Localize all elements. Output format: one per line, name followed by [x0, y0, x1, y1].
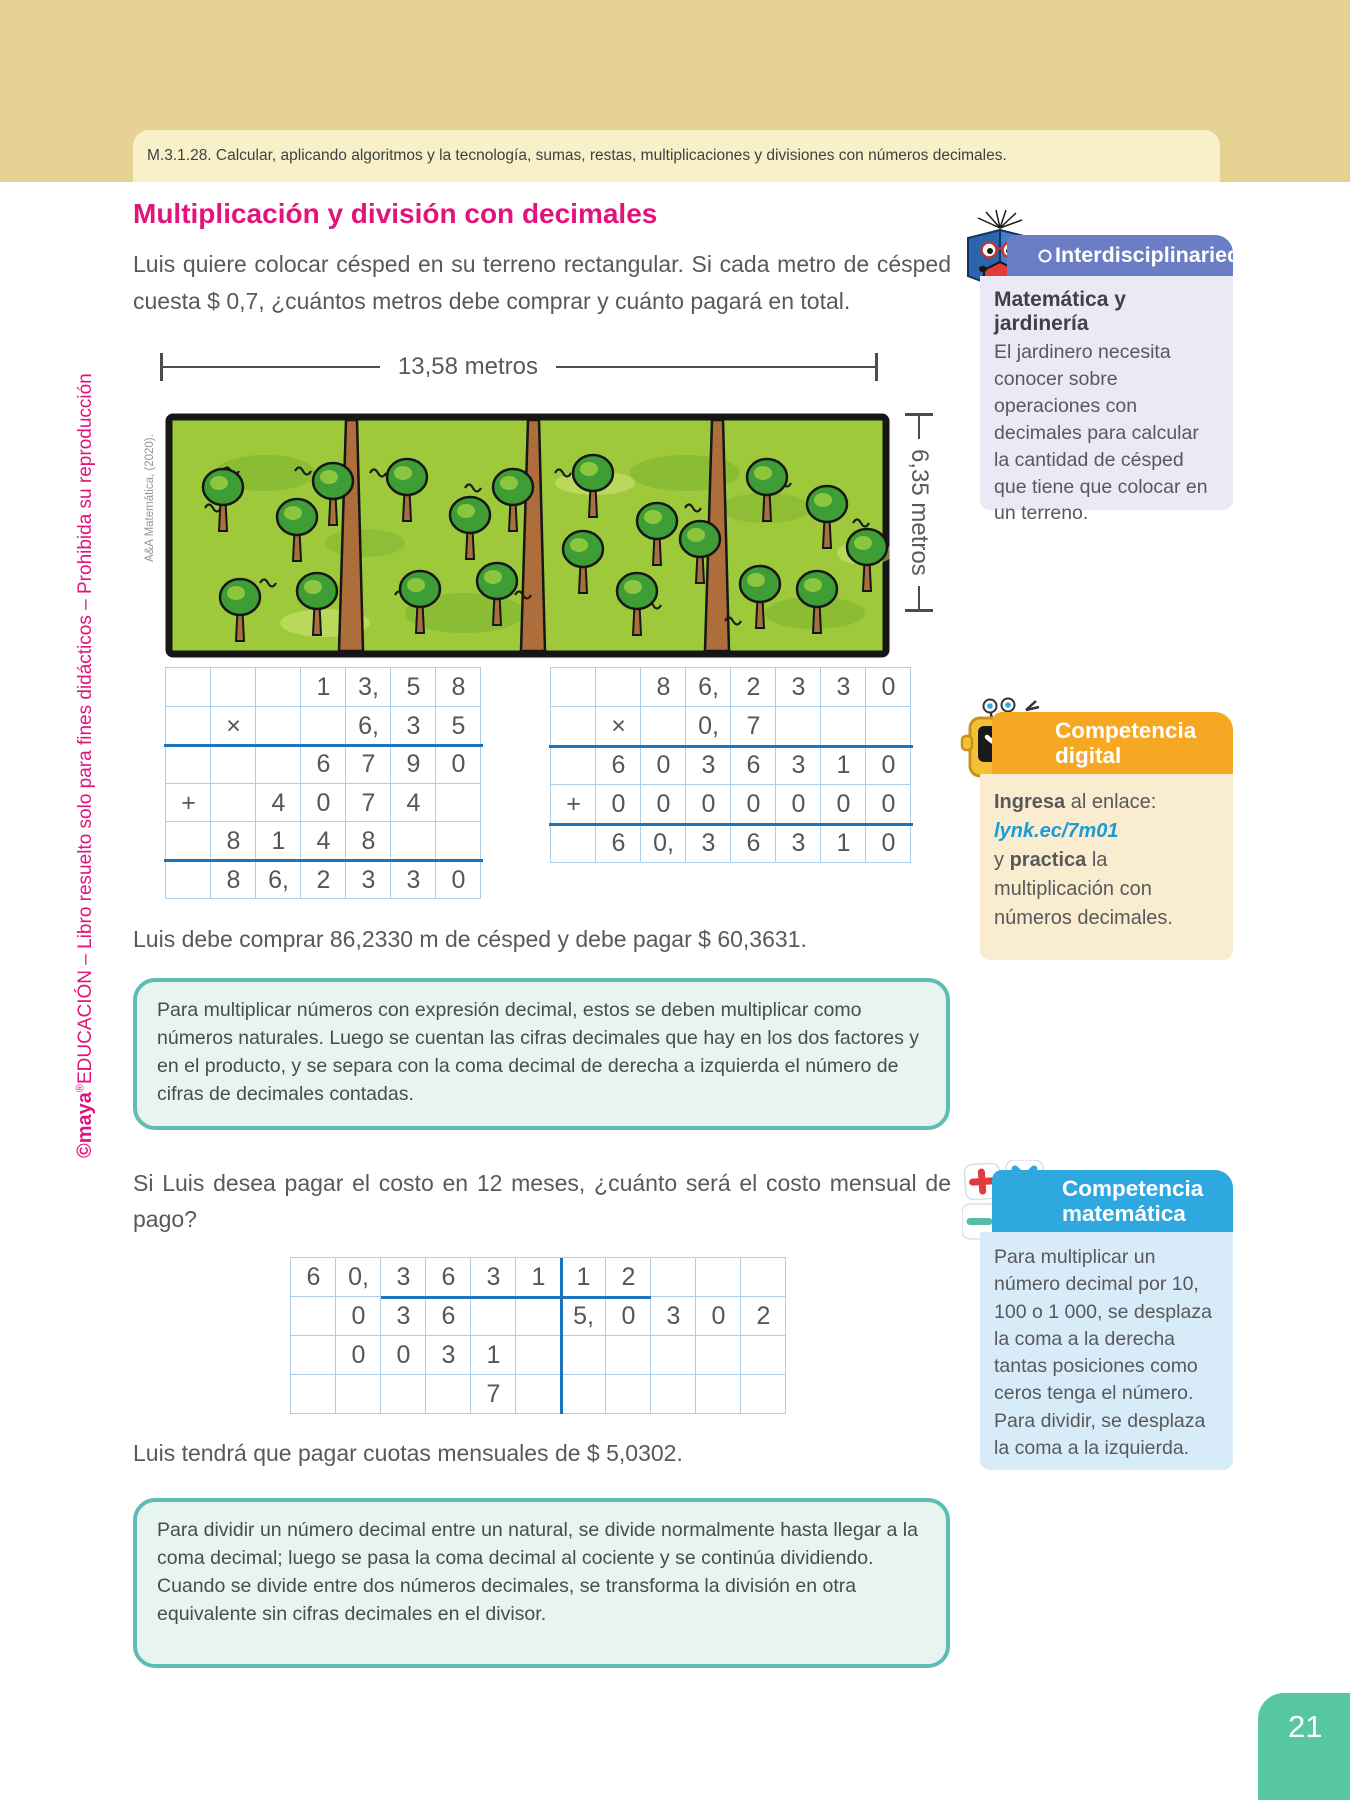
rule-multiplication-text: Para multiplicar números con expresión decimal, estos se deben multiplicar como números naturales. Luego se cuentan las cifras decimales que hay en los dos factores y en el producto, y se separa con la coma decimal de derecha a izquierda el número de cifras de decimales contadas. — [157, 999, 920, 1105]
grid-cell: × — [596, 707, 641, 746]
grid-cell: 1 — [821, 824, 866, 863]
grid-cell: 3 — [471, 1258, 516, 1297]
grid-cell — [741, 1258, 786, 1297]
rule-box-multiplication — [133, 978, 950, 1130]
grid-cell — [551, 668, 596, 707]
division-grid — [290, 1257, 786, 1414]
page-title: Multiplicación y división con decimales — [133, 198, 658, 229]
grid-cell: 3 — [776, 824, 821, 863]
grid-cell: 7 — [346, 745, 391, 784]
competencia-digital-link[interactable]: lynk.ec/7m01 — [994, 820, 1119, 842]
grid-cell: 3 — [686, 746, 731, 785]
grid-cell — [606, 1375, 651, 1414]
competencia-matematica-header: Competencia matemática — [992, 1170, 1233, 1232]
copyright-vertical: ©maya®EDUCACIÓN – Libro resuelto solo para fines didácticos – Prohibida su reproducción — [74, 373, 96, 1158]
grid-cell: 8 — [346, 822, 391, 861]
grid-cell — [551, 707, 596, 746]
height-dimension — [902, 413, 936, 658]
grid-cell: 6 — [301, 745, 346, 784]
grid-cell: 3 — [381, 1297, 426, 1336]
operation-line — [549, 823, 913, 826]
grid-cell — [551, 824, 596, 863]
grid-cell — [516, 1297, 561, 1336]
grid-cell: 0 — [596, 785, 641, 824]
grid-cell — [651, 1258, 696, 1297]
grid-cell — [381, 1375, 426, 1414]
result-text-2: Luis tendrá que pagar cuotas mensuales de $ 5,0302. — [133, 1440, 683, 1466]
grid-cell: 3, — [346, 668, 391, 707]
grid-cell: 0 — [696, 1297, 741, 1336]
grid-cell — [211, 745, 256, 784]
dimension-line — [918, 416, 921, 439]
grid-cell — [211, 784, 256, 823]
grid-cell — [776, 707, 821, 746]
grid-cell: 3 — [776, 668, 821, 707]
standard-bar — [133, 130, 1220, 182]
grid-cell — [516, 1336, 561, 1375]
grid-cell: 0 — [381, 1336, 426, 1375]
grid-cell: 3 — [426, 1336, 471, 1375]
height-label: 6,35 metros — [906, 449, 933, 576]
grid-cell: 8 — [641, 668, 686, 707]
page-number: 21 — [1288, 1709, 1323, 1744]
grid-cell: 6 — [731, 824, 776, 863]
intro-paragraph: Luis quiere colocar césped en su terreno rectangular. Si cada metro de césped cuesta $ 0,7, ¿cuántos metros debe comprar y cuánto pagará en total. — [133, 251, 951, 314]
standard-text: M.3.1.28. Calcular, aplicando algoritmos y la tecnología, sumas, restas, multiplicaciones y divisiones con números decimales. — [147, 147, 1007, 164]
interdisciplinariedad-header: Interdisciplinariedad — [1007, 235, 1233, 276]
rule-division-text-2: Cuando se divide entre dos números decimales, se transforma la división en otra equivalente sin cifras decimales en el divisor. — [157, 1574, 857, 1625]
grid-cell: 0 — [866, 746, 911, 785]
grid-cell — [166, 668, 211, 707]
page-number-tab — [1258, 1693, 1350, 1800]
grid-cell: 0 — [336, 1297, 381, 1336]
grid-cell: 3 — [821, 668, 866, 707]
grid-cell: 3 — [381, 1258, 426, 1297]
grid-cell: 0, — [686, 707, 731, 746]
grid-cell: 6, — [686, 668, 731, 707]
width-label: 13,58 metros — [397, 353, 538, 380]
grid-cell — [426, 1375, 471, 1414]
grid-cell: 0 — [436, 745, 481, 784]
grid-cell — [696, 1336, 741, 1375]
multiplication-grid-1 — [165, 667, 481, 899]
grid-cell — [436, 822, 481, 861]
grid-cell — [596, 668, 641, 707]
grid-cell: 6, — [256, 861, 301, 900]
grid-cell: 1 — [516, 1258, 561, 1297]
width-dimension — [160, 352, 878, 382]
dimension-line — [918, 586, 921, 609]
grid-cell: 6 — [426, 1258, 471, 1297]
grid-cell — [291, 1336, 336, 1375]
grid-cell — [696, 1375, 741, 1414]
grid-cell: 5 — [391, 668, 436, 707]
grid-cell: 7 — [731, 707, 776, 746]
grid-cell: 6 — [426, 1297, 471, 1336]
grid-cell — [516, 1375, 561, 1414]
grid-cell: 0, — [641, 824, 686, 863]
grid-cell — [651, 1336, 696, 1375]
grid-cell: 0 — [606, 1297, 651, 1336]
dimension-tick — [905, 609, 933, 612]
grid-cell: 3 — [686, 824, 731, 863]
grid-cell: 6 — [731, 746, 776, 785]
operation-line — [164, 859, 483, 862]
lawn-field-illustration — [165, 413, 890, 658]
grid-cell: 0 — [731, 785, 776, 824]
copyright-text: EDUCACIÓN – Libro resuelto solo para fines didácticos – Prohibida su reproducción — [75, 373, 96, 1084]
grid-cell: 5, — [561, 1297, 606, 1336]
grid-cell — [256, 668, 301, 707]
grid-cell — [256, 745, 301, 784]
grid-cell: 3 — [391, 707, 436, 746]
interdisciplinariedad-title: Matemática y jardinería — [994, 288, 1126, 335]
figure-credit: A&A Matemática, (2020). — [144, 434, 156, 562]
grid-cell: 0 — [641, 746, 686, 785]
grid-cell — [741, 1336, 786, 1375]
grid-cell — [551, 746, 596, 785]
division-bar — [560, 1258, 563, 1414]
ring-icon — [1037, 248, 1053, 264]
grid-cell: 4 — [256, 784, 301, 823]
operation-line — [549, 745, 913, 748]
grid-cell — [471, 1297, 516, 1336]
rule-box-division — [133, 1498, 950, 1668]
brand-logo: ©maya — [74, 1092, 96, 1158]
grid-cell: 6 — [596, 824, 641, 863]
grid-cell — [821, 707, 866, 746]
grid-cell: × — [211, 707, 256, 746]
grid-cell: 3 — [776, 746, 821, 785]
grid-cell: + — [166, 784, 211, 823]
grid-cell: 0 — [641, 785, 686, 824]
dimension-line — [556, 366, 875, 369]
grid-cell — [561, 1375, 606, 1414]
grid-cell — [696, 1258, 741, 1297]
grid-cell: 1 — [561, 1258, 606, 1297]
grid-cell: 1 — [256, 822, 301, 861]
grid-cell: 8 — [436, 668, 481, 707]
grid-cell: 2 — [606, 1258, 651, 1297]
grid-cell: 1 — [821, 746, 866, 785]
grid-cell — [436, 784, 481, 823]
result-text-1: Luis debe comprar 86,2330 m de césped y debe pagar $ 60,3631. — [133, 926, 807, 952]
dimension-tick — [875, 353, 878, 381]
dimension-line — [163, 366, 380, 369]
grid-cell: 0 — [866, 824, 911, 863]
grid-cell — [166, 822, 211, 861]
grid-cell: 4 — [301, 822, 346, 861]
grid-cell — [606, 1336, 651, 1375]
grid-cell: 0 — [866, 785, 911, 824]
grid-cell — [291, 1297, 336, 1336]
competencia-digital-header: Competencia digital — [992, 712, 1233, 774]
grid-cell: 0, — [336, 1258, 381, 1297]
grid-cell: 7 — [346, 784, 391, 823]
grid-cell: 8 — [211, 822, 256, 861]
grid-cell: 6 — [596, 746, 641, 785]
grid-cell — [641, 707, 686, 746]
interdisciplinariedad-body — [980, 276, 1233, 525]
grid-cell: 3 — [346, 861, 391, 900]
grid-cell: 7 — [471, 1375, 516, 1414]
division-bar — [381, 1296, 651, 1299]
multiplication-grid-2 — [550, 667, 911, 863]
grid-cell: 0 — [301, 784, 346, 823]
grid-cell: 0 — [821, 785, 866, 824]
rule-division-text-1: Para dividir un número decimal entre un natural, se divide normalmente hasta llegar a la coma decimal; luego se pasa la coma decimal al cociente y se continúa dividiendo. — [157, 1519, 918, 1569]
grid-cell: 2 — [741, 1297, 786, 1336]
competencia-matematica-text: Para multiplicar un número decimal por 10, 100 o 1 000, se desplaza la coma a la derecha tantas posiciones como ceros tenga el número. Para dividir, se desplaza la coma a la izquierda. — [994, 1246, 1212, 1460]
grid-cell — [166, 861, 211, 900]
grid-cell: 9 — [391, 745, 436, 784]
grid-cell: 3 — [391, 861, 436, 900]
interdisciplinariedad-text: El jardinero necesita conocer sobre operaciones con decimales para calcular la cantidad de césped que tiene que colocar en un terreno. — [994, 341, 1208, 525]
grid-cell — [291, 1375, 336, 1414]
top-band — [0, 0, 1350, 182]
question-text: Si Luis desea pagar el costo en 12 meses, ¿cuánto será el costo mensual de pago? — [133, 1170, 951, 1232]
grid-cell — [256, 707, 301, 746]
grid-cell: 1 — [301, 668, 346, 707]
grid-cell: 2 — [301, 861, 346, 900]
grid-cell: 6 — [291, 1258, 336, 1297]
grid-cell — [211, 668, 256, 707]
grid-cell: 3 — [651, 1297, 696, 1336]
grid-cell: 0 — [336, 1336, 381, 1375]
competencia-matematica-body — [980, 1232, 1233, 1470]
grid-cell: 0 — [866, 668, 911, 707]
grid-cell: 0 — [686, 785, 731, 824]
grid-cell — [741, 1375, 786, 1414]
grid-cell — [651, 1375, 696, 1414]
grid-cell: 1 — [471, 1336, 516, 1375]
grid-cell — [561, 1336, 606, 1375]
grid-cell — [166, 745, 211, 784]
grid-cell: 5 — [436, 707, 481, 746]
grid-cell: 2 — [731, 668, 776, 707]
grid-cell: 6, — [346, 707, 391, 746]
grid-cell: 0 — [436, 861, 481, 900]
grid-cell — [301, 707, 346, 746]
grid-cell: 4 — [391, 784, 436, 823]
grid-cell: + — [551, 785, 596, 824]
grid-cell: 0 — [776, 785, 821, 824]
grid-cell — [336, 1375, 381, 1414]
grid-cell — [866, 707, 911, 746]
operation-line — [164, 744, 483, 747]
grid-cell — [166, 707, 211, 746]
competencia-digital-body: Ingresa al enlace: lynk.ec/7m01 y practica la multiplicación con números decimales. — [980, 774, 1233, 960]
grid-cell: 8 — [211, 861, 256, 900]
grid-cell — [391, 822, 436, 861]
